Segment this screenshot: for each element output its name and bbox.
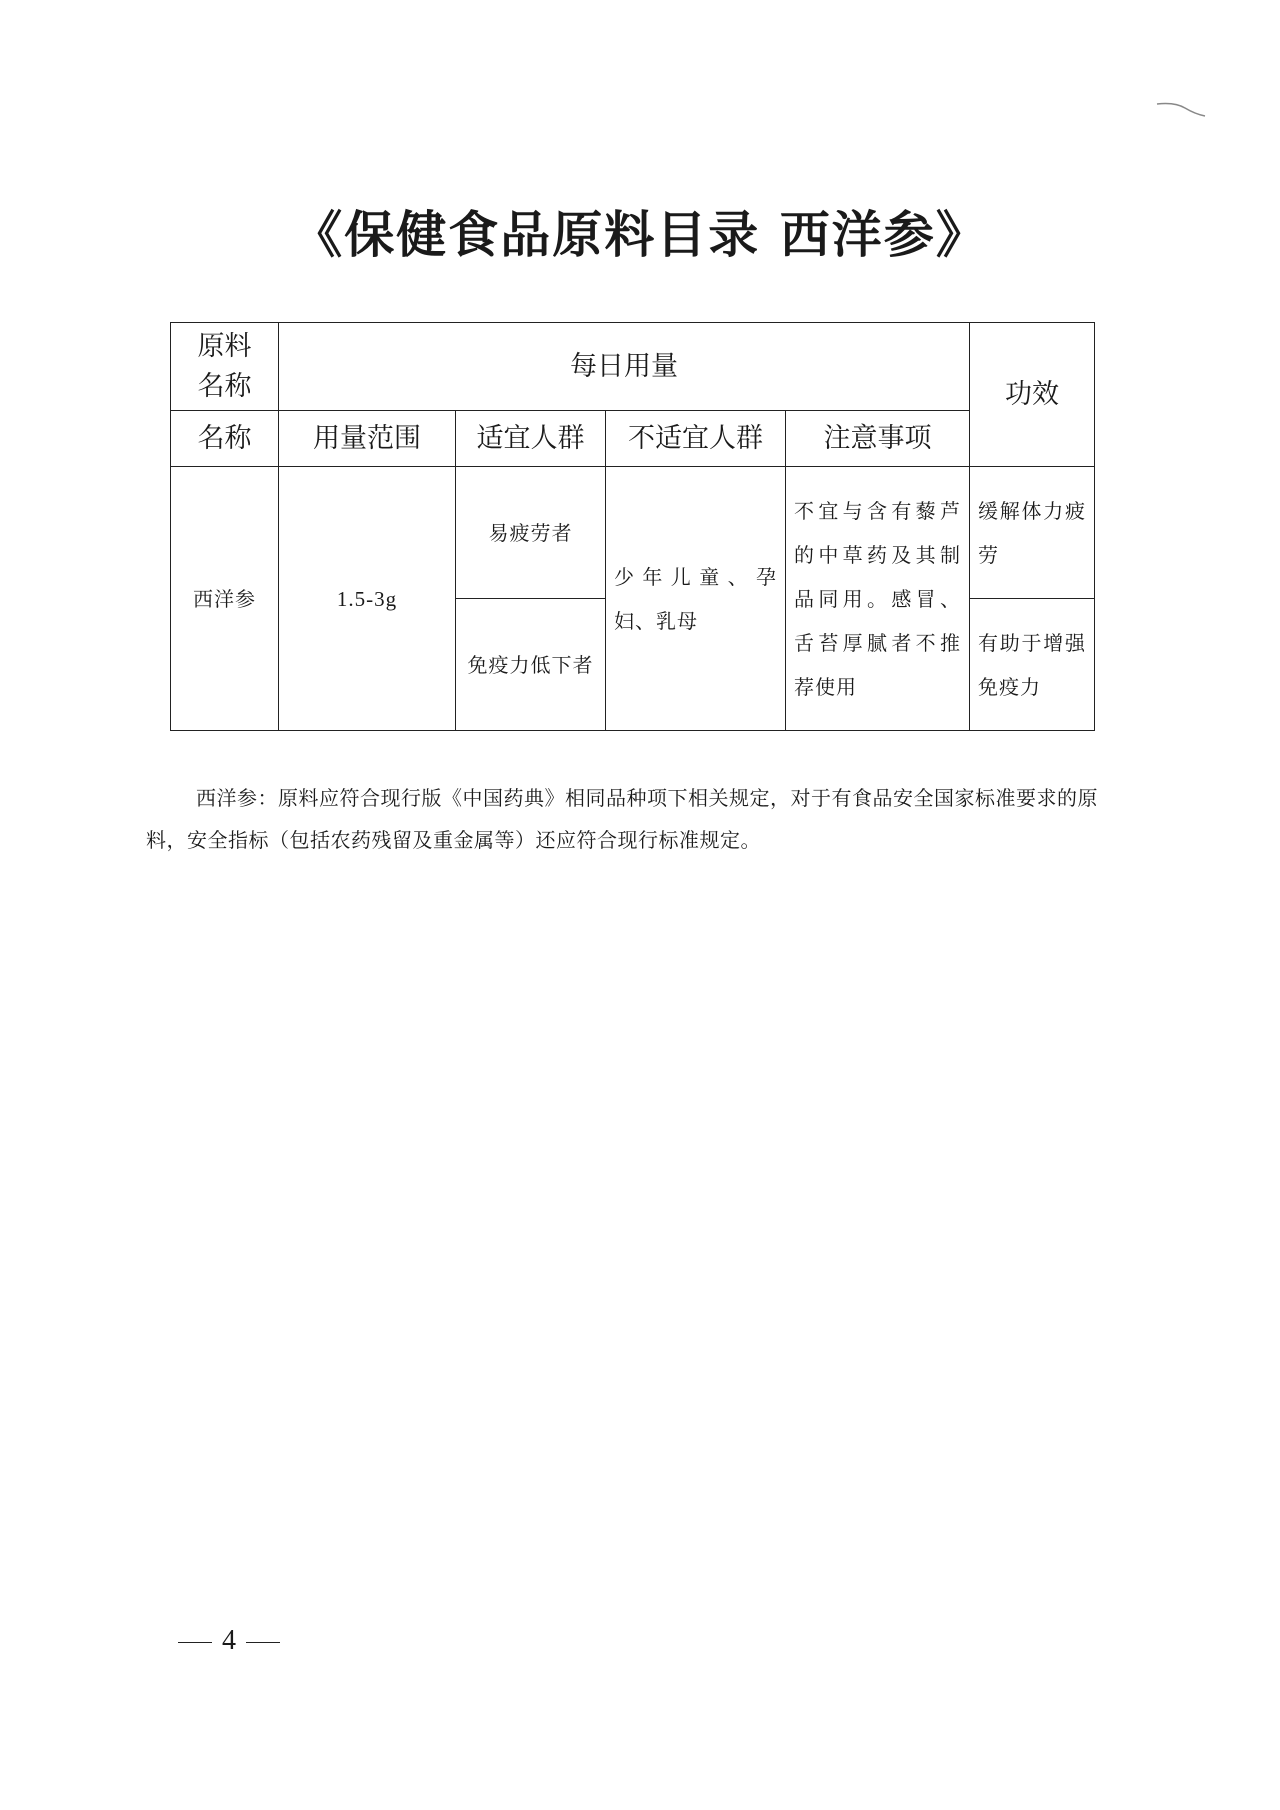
cell-efficacy-2: 有助于增强免疫力 [970, 599, 1095, 731]
cell-suitable-population-1: 易疲劳者 [456, 467, 606, 599]
cell-precautions: 不宜与含有藜芦的中草药及其制品同用。感冒、舌苔厚腻者不推荐使用 [786, 467, 970, 731]
header-name: 名称 [171, 411, 279, 467]
page-title: 《保健食品原料目录 西洋参》 [292, 205, 988, 264]
footnote-paragraph: 西洋参：原料应符合现行版《中国药典》相同品种项下相关规定，对于有食品安全国家标准要求的原料，安全指标（包括农药残留及重金属等）还应符合现行标准规定。 [146, 786, 1098, 852]
cell-suitable-population-2: 免疫力低下者 [456, 599, 606, 731]
page-number-dash-left [178, 1642, 212, 1643]
cell-efficacy-1: 缓解体力疲劳 [970, 467, 1095, 599]
header-dosage-range: 用量范围 [279, 411, 456, 467]
header-daily-dosage: 每日用量 [279, 323, 970, 411]
header-suitable-population: 适宜人群 [456, 411, 606, 467]
ingredient-table [170, 322, 1095, 731]
scan-mark [1155, 100, 1215, 120]
header-material-name: 原料名称 [171, 323, 279, 411]
cell-unsuitable-population: 少年儿童、孕妇、乳母 [606, 467, 786, 731]
page-number [168, 1625, 290, 1657]
page-number-value: 4 [222, 1625, 236, 1656]
header-unsuitable-population: 不适宜人群 [606, 411, 786, 467]
header-efficacy: 功效 [970, 323, 1095, 467]
header-precautions: 注意事项 [786, 411, 970, 467]
page-number-dash-right [246, 1642, 280, 1643]
cell-dosage-range: 1.5-3g [279, 467, 456, 731]
cell-name: 西洋参 [171, 467, 279, 731]
